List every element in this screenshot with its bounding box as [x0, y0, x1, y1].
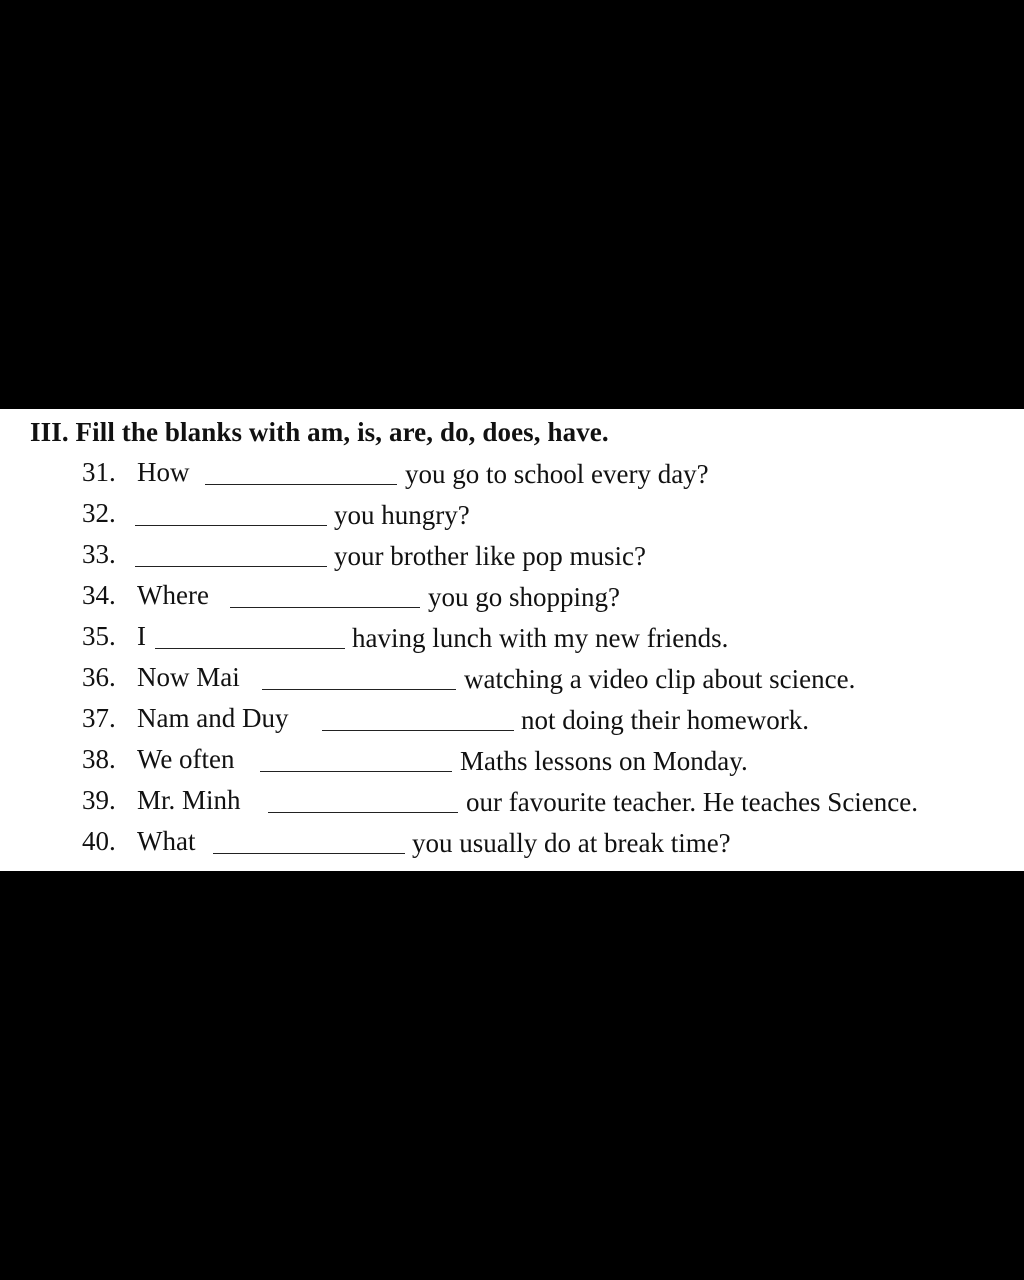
exercise-item-36 [0, 662, 1024, 698]
answer-blank[interactable] [205, 484, 397, 485]
item-prompt-before: What [137, 826, 196, 856]
item-number: 34. [82, 580, 116, 610]
answer-blank[interactable] [135, 525, 327, 526]
item-prompt-after: you go shopping? [428, 582, 620, 612]
answer-blank[interactable] [213, 853, 405, 854]
item-number: 37. [82, 703, 116, 733]
answer-blank[interactable] [155, 648, 345, 649]
answer-blank[interactable] [268, 812, 458, 813]
item-number: 38. [82, 744, 116, 774]
answer-blank[interactable] [262, 689, 456, 690]
exercise-item-37 [0, 703, 1024, 739]
exercise-item-38 [0, 744, 1024, 780]
item-number: 40. [82, 826, 116, 856]
exercise-item-34 [0, 580, 1024, 616]
item-number: 35. [82, 621, 116, 651]
item-prompt-after: our favourite teacher. He teaches Science. [466, 787, 919, 817]
answer-blank[interactable] [322, 730, 514, 731]
item-number: 31. [82, 457, 116, 487]
item-prompt-before: Nam and Duy [137, 703, 289, 733]
item-number: 36. [82, 662, 116, 692]
worksheet [0, 409, 1024, 871]
answer-blank[interactable] [260, 771, 452, 772]
item-prompt-before: How [137, 457, 190, 487]
item-prompt-after: you usually do at break time? [412, 828, 731, 858]
item-number: 39. [82, 785, 116, 815]
item-prompt-before: Now Mai [137, 662, 240, 692]
item-prompt-before: Where [137, 580, 209, 610]
exercise-heading: III. Fill the blanks with am, is, are, do, does, have. [30, 417, 609, 447]
exercise-item-35 [0, 621, 1024, 657]
item-prompt-after: you hungry? [334, 500, 470, 530]
item-number: 32. [82, 498, 116, 528]
answer-blank[interactable] [230, 607, 420, 608]
exercise-item-40 [0, 826, 1024, 862]
answer-blank[interactable] [135, 566, 327, 567]
exercise-list [0, 409, 1024, 871]
exercise-item-31 [0, 457, 1024, 493]
exercise-item-33 [0, 539, 1024, 575]
item-prompt-after: having lunch with my new friends. [352, 623, 729, 653]
item-prompt-before: Mr. Minh [137, 785, 241, 815]
item-prompt-after: watching a video clip about science. [464, 664, 856, 694]
item-prompt-after: Maths lessons on Monday. [460, 746, 748, 776]
exercise-item-32 [0, 498, 1024, 534]
item-prompt-after: your brother like pop music? [334, 541, 646, 571]
exercise-item-39 [0, 785, 1024, 821]
item-prompt-after: not doing their homework. [521, 705, 809, 735]
item-prompt-after: you go to school every day? [405, 459, 709, 489]
item-prompt-before: I [137, 621, 146, 651]
item-number: 33. [82, 539, 116, 569]
item-prompt-before: We often [137, 744, 235, 774]
